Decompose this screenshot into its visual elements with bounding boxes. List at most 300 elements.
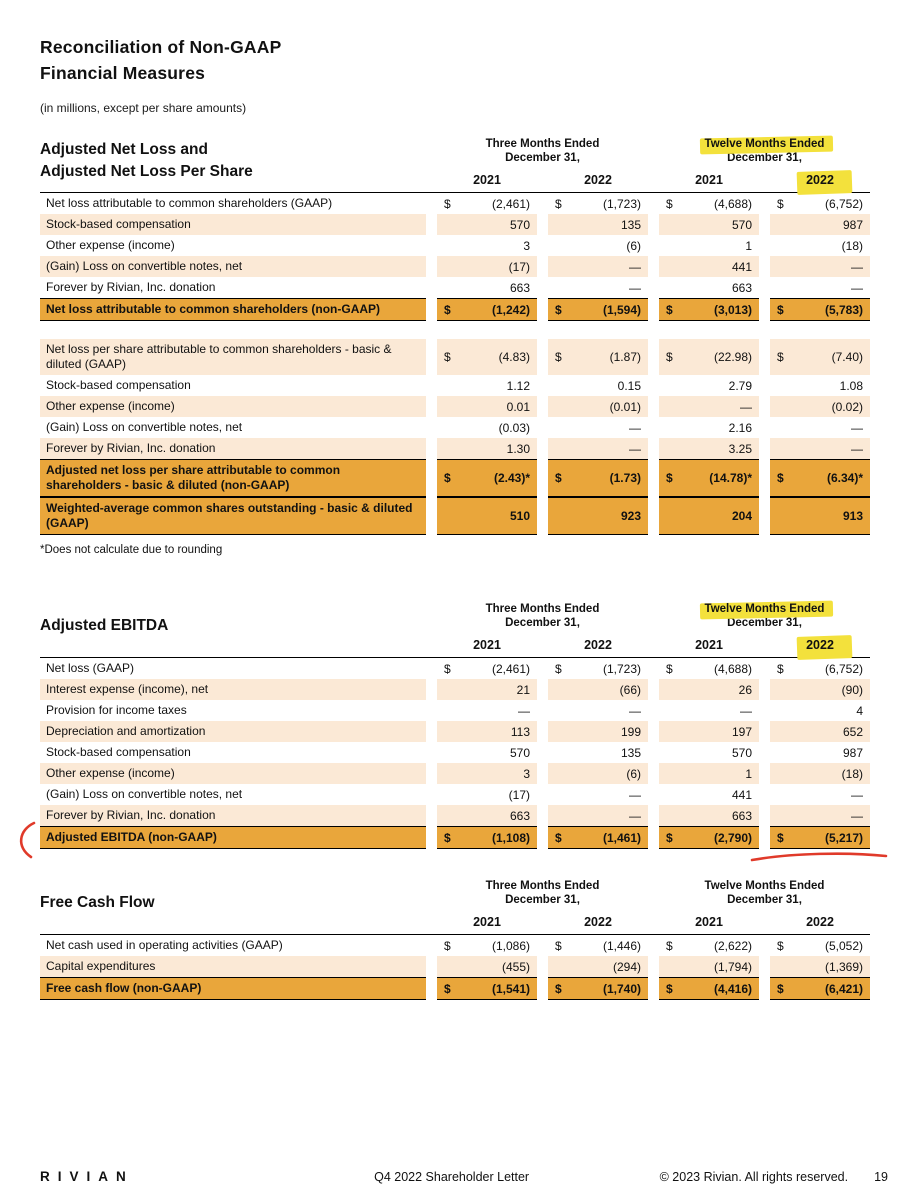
- dollar-sign: $: [444, 302, 451, 317]
- value-cell: [437, 977, 537, 1000]
- value-text: 441: [731, 259, 752, 274]
- dollar-sign: $: [555, 302, 562, 317]
- value-text: —: [851, 441, 863, 456]
- table-row: [40, 256, 870, 277]
- value-text: (5,783): [824, 302, 863, 317]
- value-cell: [770, 214, 870, 235]
- value-text: (1,461): [602, 830, 641, 845]
- value-text: (1,369): [824, 959, 863, 974]
- table-row: [40, 375, 870, 396]
- year-label: 2021: [695, 915, 723, 929]
- value-text: (4,416): [713, 981, 752, 996]
- dollar-sign: $: [777, 981, 784, 996]
- financial-table: [40, 600, 870, 849]
- table-title-line: Adjusted Net Loss Per Share: [40, 163, 253, 180]
- row-label: [40, 497, 426, 535]
- table-header: [40, 877, 870, 935]
- financial-table: [40, 877, 870, 1000]
- value-text: (14.78)*: [709, 471, 752, 485]
- value-text: 652: [842, 724, 863, 739]
- group-label-text: Twelve Months Ended: [704, 138, 825, 150]
- value-text: —: [629, 703, 641, 718]
- year-label: 2022: [584, 638, 612, 652]
- value-text: (6,421): [824, 981, 863, 996]
- row-label: [40, 977, 426, 1000]
- table-row: [40, 277, 870, 298]
- page-subtitle: (in millions, except per share amounts): [40, 101, 247, 115]
- row-label: [40, 235, 426, 256]
- value-cell: [770, 298, 870, 321]
- value-text: (22.98): [713, 350, 752, 364]
- table-row: [40, 396, 870, 417]
- group-label-text: December 31,: [505, 894, 580, 906]
- year-header: [770, 638, 870, 652]
- value-cell: [548, 339, 648, 375]
- row-label: [40, 256, 426, 277]
- row-label-text: Net loss attributable to common shareholders (non-GAAP): [46, 302, 381, 316]
- table-row: [40, 235, 870, 256]
- row-label-text: Provision for income taxes: [46, 703, 187, 717]
- group-label-text: Three Months Ended: [485, 603, 600, 615]
- value-cell: [548, 826, 648, 849]
- row-label-text: Depreciation and amortization: [46, 724, 206, 738]
- value-text: (6): [626, 238, 641, 253]
- value-cell: [659, 956, 759, 977]
- value-text: (2,622): [713, 938, 752, 953]
- row-label-text: Other expense (income): [46, 238, 175, 252]
- row-label-text: Net loss (GAAP): [46, 661, 135, 675]
- dollar-sign: $: [444, 981, 451, 996]
- table-title: [40, 892, 426, 914]
- value-text: 197: [731, 724, 752, 739]
- table-row: [40, 784, 870, 805]
- value-text: (18): [841, 238, 863, 253]
- value-text: (4,688): [713, 661, 752, 676]
- value-cell: [659, 339, 759, 375]
- value-text: 26: [738, 682, 752, 697]
- value-cell: [548, 193, 648, 214]
- year-header: [548, 915, 648, 929]
- footer-document-title: Q4 2022 Shareholder Letter: [374, 1169, 530, 1184]
- table-row: [40, 214, 870, 235]
- value-text: 510: [509, 509, 530, 523]
- value-cell: [437, 763, 537, 784]
- year-label: 2021: [473, 173, 501, 187]
- table-row: [40, 417, 870, 438]
- value-text: (1.87): [609, 350, 641, 364]
- value-cell: [548, 417, 648, 438]
- value-text: (3,013): [713, 302, 752, 317]
- year-label: 2021: [695, 173, 723, 187]
- value-text: —: [629, 808, 641, 823]
- value-text: (6): [626, 766, 641, 781]
- table-total-row: [40, 298, 870, 321]
- value-cell: [659, 679, 759, 700]
- value-text: —: [851, 259, 863, 274]
- row-label: [40, 721, 426, 742]
- value-text: 570: [731, 217, 752, 232]
- value-cell: [770, 742, 870, 763]
- table-total-row: [40, 459, 870, 497]
- value-text: (1,541): [491, 981, 530, 996]
- value-cell: [437, 956, 537, 977]
- row-label: [40, 459, 426, 497]
- table-row: [40, 700, 870, 721]
- value-cell: [437, 658, 537, 679]
- dollar-sign: $: [555, 350, 562, 364]
- value-text: (7.40): [831, 350, 863, 364]
- value-text: (6,752): [824, 661, 863, 676]
- footer-right-group: [660, 1170, 888, 1184]
- year-header: [548, 173, 648, 187]
- value-cell: [548, 805, 648, 826]
- row-label: [40, 679, 426, 700]
- row-label-text: Stock-based compensation: [46, 745, 191, 759]
- column-group-three-months: [437, 600, 648, 630]
- dollar-sign: $: [777, 661, 784, 676]
- group-label-text: December 31,: [727, 894, 802, 906]
- value-cell: [548, 935, 648, 956]
- value-text: —: [851, 787, 863, 802]
- footer-copyright: © 2023 Rivian. All rights reserved.: [659, 1169, 849, 1184]
- value-cell: [437, 375, 537, 396]
- row-label-text: Other expense (income): [46, 766, 175, 780]
- row-label: [40, 826, 426, 849]
- table-row: [40, 935, 870, 956]
- group-label-text: Twelve Months Ended: [704, 880, 825, 892]
- value-text: 663: [731, 808, 752, 823]
- value-cell: [659, 497, 759, 535]
- value-cell: [548, 658, 648, 679]
- group-label-text: December 31,: [727, 617, 802, 629]
- value-cell: [659, 256, 759, 277]
- value-text: 199: [620, 724, 641, 739]
- column-group-twelve-months: [659, 135, 870, 165]
- row-label: [40, 742, 426, 763]
- dollar-sign: $: [666, 471, 673, 485]
- value-text: (1,108): [491, 830, 530, 845]
- value-text: 441: [731, 787, 752, 802]
- value-text: (455): [501, 959, 530, 974]
- value-text: (1,242): [491, 302, 530, 317]
- value-cell: [548, 277, 648, 298]
- row-label-text: Free cash flow (non-GAAP): [46, 981, 202, 995]
- value-cell: [659, 763, 759, 784]
- value-cell: [770, 256, 870, 277]
- value-cell: [770, 417, 870, 438]
- value-cell: [770, 763, 870, 784]
- value-text: (294): [612, 959, 641, 974]
- value-text: —: [629, 441, 641, 456]
- value-cell: [659, 977, 759, 1000]
- value-cell: [770, 375, 870, 396]
- value-cell: [437, 417, 537, 438]
- value-cell: [548, 459, 648, 497]
- dollar-sign: $: [666, 196, 673, 211]
- row-label-text: Stock-based compensation: [46, 378, 191, 392]
- value-text: (2.43)*: [493, 471, 530, 485]
- value-text: 3: [523, 766, 530, 781]
- group-label-line: [659, 151, 870, 165]
- value-cell: [770, 396, 870, 417]
- dollar-sign: $: [777, 938, 784, 953]
- dollar-sign: $: [777, 302, 784, 317]
- dollar-sign: $: [444, 471, 451, 485]
- value-cell: [548, 214, 648, 235]
- value-cell: [437, 826, 537, 849]
- value-cell: [659, 277, 759, 298]
- value-text: 0.15: [617, 378, 641, 393]
- group-label-line: [437, 151, 648, 165]
- row-label: [40, 214, 426, 235]
- table-row: [40, 763, 870, 784]
- row-label: [40, 277, 426, 298]
- year-label: 2022: [806, 638, 834, 652]
- value-text: (6,752): [824, 196, 863, 211]
- value-cell: [770, 977, 870, 1000]
- dollar-sign: $: [555, 938, 562, 953]
- row-label: [40, 193, 426, 214]
- value-text: (2,461): [491, 196, 530, 211]
- value-cell: [770, 235, 870, 256]
- row-label-text: (Gain) Loss on convertible notes, net: [46, 420, 243, 434]
- year-label: 2021: [473, 915, 501, 929]
- table-header: [40, 600, 870, 658]
- dollar-sign: $: [666, 938, 673, 953]
- value-cell: [437, 935, 537, 956]
- value-cell: [548, 784, 648, 805]
- value-cell: [548, 679, 648, 700]
- row-label-text: Other expense (income): [46, 399, 175, 413]
- page-title: [40, 34, 870, 86]
- dollar-sign: $: [777, 471, 784, 485]
- value-text: 3: [523, 238, 530, 253]
- rivian-logo: RIVIAN: [40, 1169, 134, 1184]
- red-underline-annotation: [750, 850, 888, 863]
- dollar-sign: $: [777, 196, 784, 211]
- table-row: [40, 339, 870, 375]
- row-label-text: (Gain) Loss on convertible notes, net: [46, 787, 243, 801]
- value-cell: [659, 658, 759, 679]
- value-text: 570: [509, 217, 530, 232]
- value-cell: [437, 298, 537, 321]
- dollar-sign: $: [666, 302, 673, 317]
- value-cell: [548, 700, 648, 721]
- value-text: 663: [731, 280, 752, 295]
- value-cell: [437, 721, 537, 742]
- value-cell: [770, 784, 870, 805]
- value-cell: [548, 298, 648, 321]
- table-footnote: *Does not calculate due to rounding: [40, 544, 223, 556]
- value-cell: [770, 497, 870, 535]
- value-cell: [437, 805, 537, 826]
- value-text: —: [851, 808, 863, 823]
- group-label-text: Three Months Ended: [485, 880, 600, 892]
- row-label: [40, 935, 426, 956]
- value-text: 0.01: [506, 399, 530, 414]
- value-text: 923: [620, 509, 641, 523]
- row-label: [40, 396, 426, 417]
- value-cell: [437, 256, 537, 277]
- value-text: 987: [842, 745, 863, 760]
- row-label: [40, 438, 426, 459]
- group-label-line: [437, 879, 648, 893]
- value-cell: [659, 438, 759, 459]
- group-label-text: December 31,: [505, 617, 580, 629]
- value-text: —: [629, 420, 641, 435]
- row-label-text: Adjusted net loss per share attributable to common shareholders - basic & diluted (non-GAAP): [46, 463, 341, 492]
- year-header: [770, 915, 870, 929]
- year-label: 2022: [806, 173, 834, 187]
- dollar-sign: $: [777, 350, 784, 364]
- value-text: (0.02): [831, 399, 863, 414]
- value-text: —: [629, 787, 641, 802]
- row-label: [40, 763, 426, 784]
- dollar-sign: $: [555, 981, 562, 996]
- dollar-sign: $: [444, 350, 451, 364]
- row-label: [40, 956, 426, 977]
- value-cell: [770, 956, 870, 977]
- value-cell: [659, 805, 759, 826]
- value-cell: [770, 679, 870, 700]
- row-label-text: Forever by Rivian, Inc. donation: [46, 808, 216, 822]
- row-label-text: Interest expense (income), net: [46, 682, 209, 696]
- value-cell: [770, 277, 870, 298]
- group-label-line: [659, 893, 870, 907]
- value-text: —: [629, 259, 641, 274]
- year-header: [659, 173, 759, 187]
- value-text: 570: [731, 745, 752, 760]
- value-text: (1,740): [602, 981, 641, 996]
- table-row: [40, 805, 870, 826]
- value-text: (4,688): [713, 196, 752, 211]
- table-title: [40, 139, 426, 183]
- table-title-line: Adjusted EBITDA: [40, 617, 169, 634]
- table-row: [40, 721, 870, 742]
- value-cell: [548, 977, 648, 1000]
- value-cell: [437, 784, 537, 805]
- year-label: 2022: [584, 915, 612, 929]
- value-text: 663: [509, 280, 530, 295]
- row-label: [40, 298, 426, 321]
- table-row: [40, 679, 870, 700]
- row-label-text: Net loss attributable to common shareholders (GAAP): [46, 196, 333, 210]
- column-group-twelve-months: [659, 877, 870, 907]
- value-cell: [437, 193, 537, 214]
- value-cell: [770, 805, 870, 826]
- dollar-sign: $: [666, 981, 673, 996]
- value-cell: [659, 214, 759, 235]
- red-arc-annotation: [12, 820, 38, 860]
- value-cell: [659, 375, 759, 396]
- value-text: (1,723): [602, 661, 641, 676]
- value-text: 1.12: [506, 378, 530, 393]
- value-text: (66): [619, 682, 641, 697]
- value-text: 663: [509, 808, 530, 823]
- value-text: —: [851, 280, 863, 295]
- value-cell: [770, 700, 870, 721]
- value-text: 1.30: [506, 441, 530, 456]
- row-label-text: Capital expenditures: [46, 959, 156, 973]
- dollar-sign: $: [666, 661, 673, 676]
- value-text: 135: [620, 217, 641, 232]
- row-label-text: Net loss per share attributable to common shareholders - basic & diluted (GAAP): [46, 342, 392, 371]
- table-total-row: [40, 826, 870, 849]
- value-cell: [548, 742, 648, 763]
- value-cell: [659, 417, 759, 438]
- value-cell: [548, 375, 648, 396]
- page-title-line: Financial Measures: [40, 63, 206, 83]
- value-text: (90): [841, 682, 863, 697]
- dollar-sign: $: [444, 830, 451, 845]
- value-cell: [659, 700, 759, 721]
- value-cell: [437, 214, 537, 235]
- value-cell: [437, 235, 537, 256]
- group-label-line: [437, 137, 648, 151]
- value-text: (0.03): [498, 420, 530, 435]
- value-text: —: [740, 703, 752, 718]
- value-text: —: [518, 703, 530, 718]
- value-cell: [548, 721, 648, 742]
- table-title-line: Adjusted Net Loss and: [40, 141, 208, 158]
- value-text: (17): [508, 787, 530, 802]
- table-title: [40, 615, 426, 637]
- value-text: 913: [842, 509, 863, 523]
- table-row: [40, 956, 870, 977]
- row-label: [40, 700, 426, 721]
- group-label-text: December 31,: [727, 152, 802, 164]
- dollar-sign: $: [555, 196, 562, 211]
- group-label-line: [659, 616, 870, 630]
- table-row: [40, 438, 870, 459]
- value-text: (2,461): [491, 661, 530, 676]
- value-cell: [659, 935, 759, 956]
- value-text: (1,086): [491, 938, 530, 953]
- table-row: [40, 742, 870, 763]
- row-label-text: Weighted-average common shares outstanding - basic & diluted (GAAP): [46, 501, 413, 530]
- table-total-row: [40, 497, 870, 535]
- row-label: [40, 417, 426, 438]
- year-header: [548, 638, 648, 652]
- value-cell: [437, 459, 537, 497]
- value-cell: [548, 438, 648, 459]
- row-label-text: Forever by Rivian, Inc. donation: [46, 441, 216, 455]
- page-footer: [40, 1169, 888, 1184]
- year-header: [437, 173, 537, 187]
- value-text: 1: [745, 238, 752, 253]
- value-text: 2.79: [728, 378, 752, 393]
- value-text: —: [740, 399, 752, 414]
- value-text: 2.16: [728, 420, 752, 435]
- section-gap: [40, 321, 870, 339]
- value-text: (1,594): [602, 302, 641, 317]
- value-cell: [548, 956, 648, 977]
- value-cell: [437, 438, 537, 459]
- value-text: 1: [745, 766, 752, 781]
- value-text: 135: [620, 745, 641, 760]
- value-cell: [437, 742, 537, 763]
- value-text: 987: [842, 217, 863, 232]
- year-label: 2022: [806, 915, 834, 929]
- value-cell: [548, 497, 648, 535]
- row-label: [40, 339, 426, 375]
- row-label-text: Net cash used in operating activities (GAAP): [46, 938, 283, 952]
- value-text: (1,446): [602, 938, 641, 953]
- value-cell: [659, 721, 759, 742]
- row-label: [40, 375, 426, 396]
- value-text: (0.01): [609, 399, 641, 414]
- row-label-text: Adjusted EBITDA (non-GAAP): [46, 830, 217, 844]
